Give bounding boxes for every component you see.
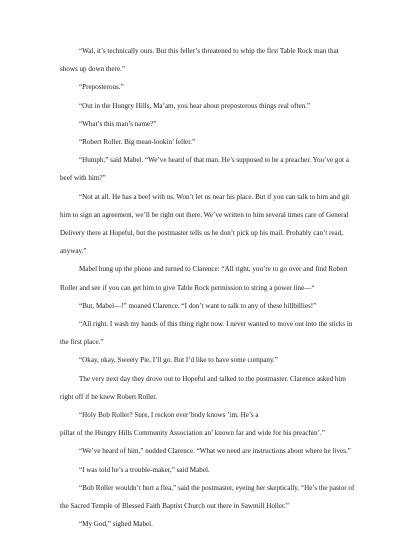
text-line: “Not at all. He has a beef with us. Won’t let us near his place. But if you can talk to him and git — [79, 192, 350, 201]
paragraph — [60, 370, 360, 406]
text-line: beef with him?” — [60, 174, 106, 183]
text-line: “What’s this man’s name?” — [79, 119, 157, 128]
paragraph — [60, 406, 360, 442]
text-line: “Humph,” said Mabel. “We’ve heard of that man. He’s supposed to be a preacher. You’ve got a — [79, 156, 349, 165]
text-line: “All right. I wash my hands of this thing right now. I never wanted to move out into the sticks in — [79, 320, 353, 329]
text-line: “Bob Roller wouldn’t hurt a flea,” said the postmaster, eyeing her skeptically. “He’s the pastor of — [79, 483, 355, 492]
text-line: “Okay, okay, Sweety Pie, I’ll go. But I’d like to have some company.” — [79, 356, 278, 365]
text-line: “We’ve heard of him,” nodded Clarence. “What we need are instructions about where he lives.” — [79, 447, 351, 456]
paragraph — [60, 42, 360, 78]
text-line: “Robert Roller. Big mean-lookin’ feller.” — [79, 138, 196, 147]
paragraph — [60, 297, 360, 315]
paragraph — [60, 151, 360, 187]
paragraph — [60, 479, 360, 515]
paragraph — [60, 188, 360, 261]
text-line: “Holy Bob Roller? Sure, I reckon ever’body knows ’im. He’s a — [79, 411, 259, 420]
paragraph — [60, 78, 360, 96]
text-line: “But, Mabel—!” moaned Clarence. “I don’t want to talk to any of these hillbillies!” — [79, 301, 317, 310]
text-line: Mabel hung up the phone and turned to Clarence: “All right, you’re to go over and find Robert — [79, 265, 348, 274]
text-line: Roller and see if you can get him to give Table Rock permission to string a power line—“ — [60, 283, 315, 292]
text-line: “Wal, it’s technically ours. But this feller’s threatened to whip the first Table Rock man that — [79, 47, 339, 55]
paragraph — [60, 97, 360, 115]
paragraph — [60, 461, 360, 479]
text-line: “Out in the Hungry Hills, Ma’am, you hear about preposterous things real often.” — [79, 101, 311, 110]
text-line: Delivery there at Hopeful, but the postmaster tells us he don’t pick up his mail. Probably can’t read, — [60, 229, 344, 238]
text-line: the Sacred Temple of Blessed Faith Baptist Church out there in Sawmill Holler.” — [60, 502, 289, 511]
text-line: the first place.” — [60, 338, 104, 347]
text-line: The very next day they drove out to Hopeful and talked to the postmaster. Clarence asked him — [79, 374, 346, 383]
paragraph — [60, 260, 360, 296]
paragraph — [60, 351, 360, 369]
text-line: “I was told he’s a trouble-maker,” said Mabel. — [79, 465, 210, 474]
paragraph — [60, 133, 360, 151]
text-line: “Preposterous.” — [79, 83, 124, 92]
text-line: right off if he knew Robert Roller. — [60, 392, 157, 401]
text-line: “My God,” sighed Mabel. — [79, 520, 153, 529]
text-line: him to sign an agreement, we’ll be right out there. We’ve written to him several times care of General — [60, 210, 349, 219]
paragraph — [60, 515, 360, 533]
text-line: anyway.” — [60, 247, 87, 256]
paragraph — [60, 315, 360, 351]
text-line: pillar of the Hungry Hills Community Association an’ known far and wide for his preachin’.” — [60, 429, 325, 438]
text-line: shows up down there.” — [60, 65, 126, 74]
paragraph — [60, 115, 360, 133]
paragraph — [60, 442, 360, 460]
